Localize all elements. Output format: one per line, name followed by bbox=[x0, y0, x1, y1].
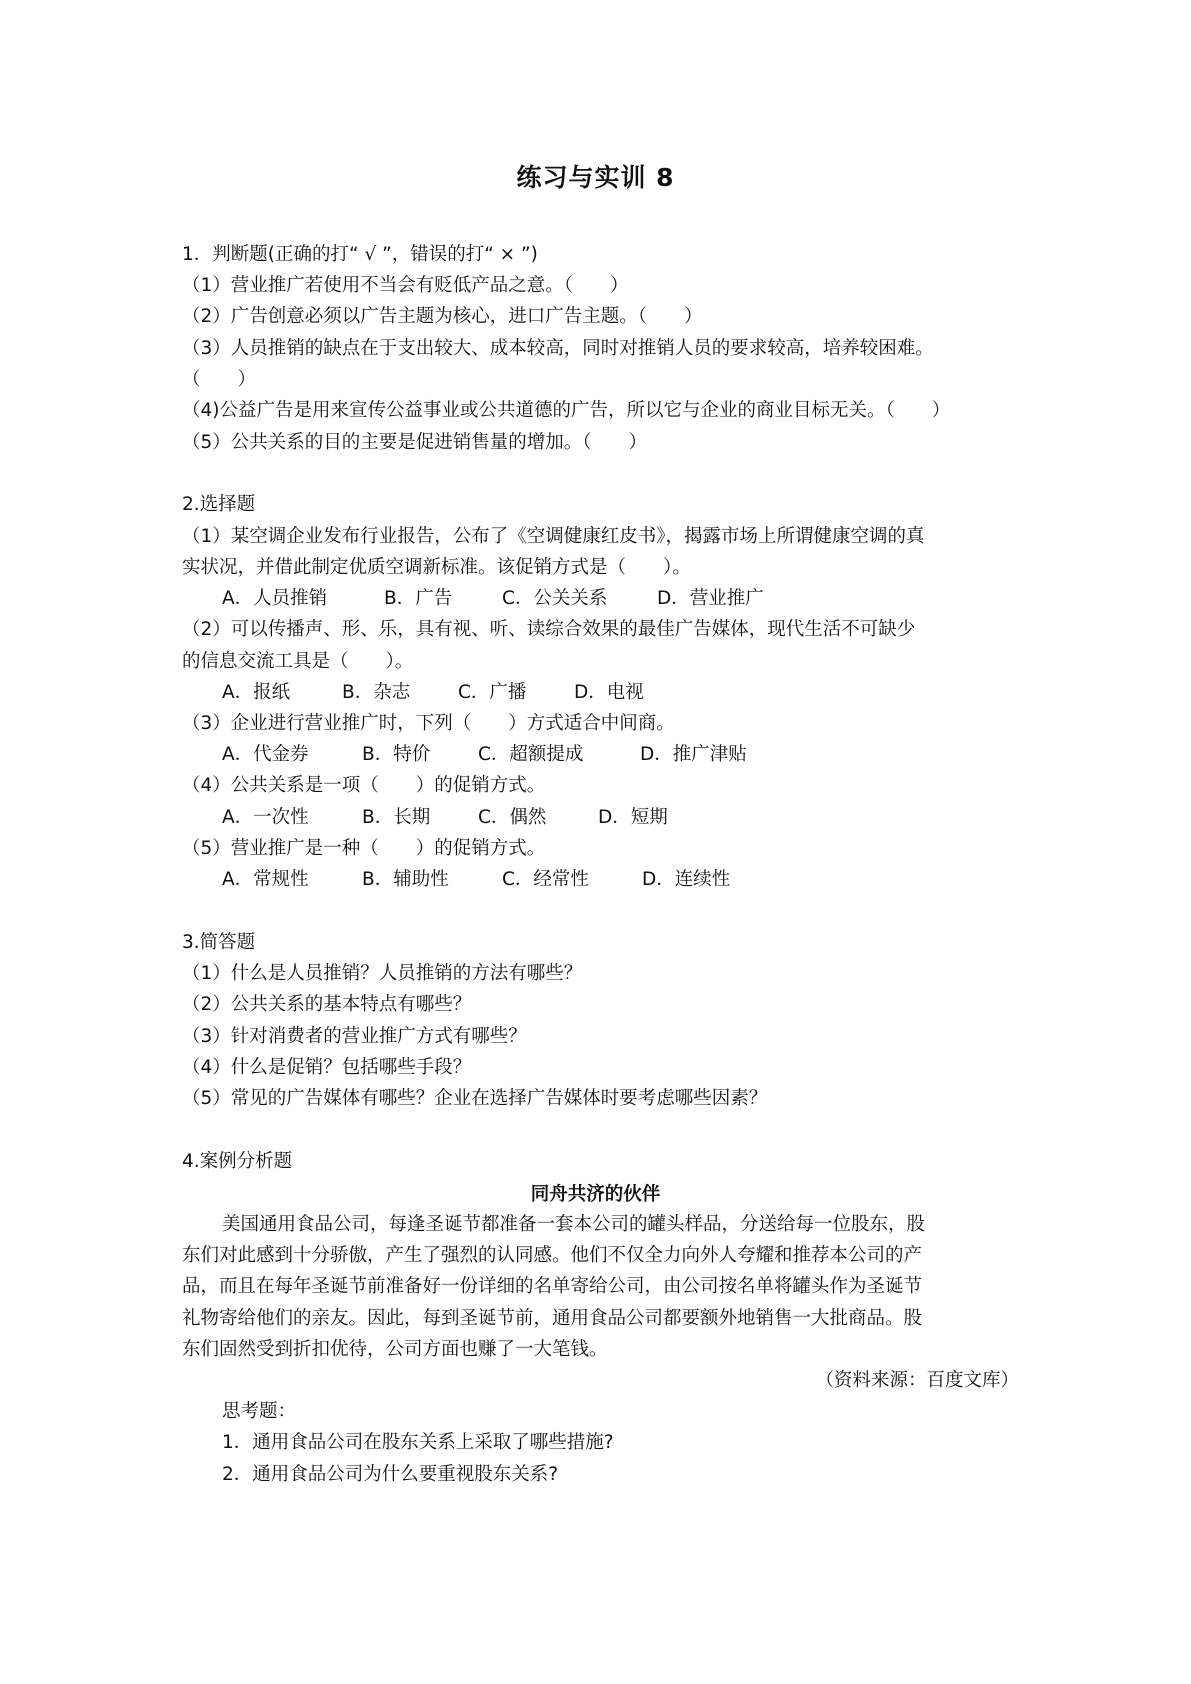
choice-q1-line1: （1）某空调企业发布行业报告，公布了《空调健康红皮书》，揭露市场上所谓健康空调的真 bbox=[182, 526, 925, 547]
short-q1: （1）什么是人员推销？人员推销的方法有哪些？ bbox=[182, 963, 583, 984]
section-2-heading: 2.选择题 bbox=[182, 494, 256, 515]
judge-q2: （2）广告创意必须以广告主题为核心，进口广告主题。（ ） bbox=[182, 306, 703, 327]
choice-q3-option-c: C．超额提成 bbox=[478, 744, 584, 765]
choice-q2-option-a: A．报纸 bbox=[222, 682, 291, 703]
case-title: 同舟共济的伙伴 bbox=[530, 1184, 661, 1205]
choice-q1-option-c: C．公关关系 bbox=[502, 588, 608, 609]
page-title: 练习与实训 8 bbox=[516, 163, 675, 192]
case-source: （资料来源：百度文库） bbox=[815, 1370, 1019, 1391]
choice-q3: （3）企业进行营业推广时，下列（ ）方式适合中间商。 bbox=[182, 713, 675, 734]
choice-q3-option-b: B．特价 bbox=[362, 744, 431, 765]
choice-q2-line2: 的信息交流工具是（ ）。 bbox=[182, 651, 414, 672]
case-paragraph-line4: 礼物寄给他们的亲友。因此，每到圣诞节前，通用食品公司都要额外地销售一大批商品。股 bbox=[182, 1308, 923, 1329]
case-paragraph-line1: 美国通用食品公司，每逢圣诞节都准备一套本公司的罐头样品，分送给每一位股东，股 bbox=[222, 1214, 926, 1235]
judge-q4: （4)公益广告是用来宣传公益事业或公共道德的广告，所以它与企业的商业目标无关。（ ） bbox=[182, 400, 951, 421]
judge-q5: （5）公共关系的目的主要是促进销售量的增加。（ ） bbox=[182, 432, 648, 453]
case-paragraph-line3: 品，而且在每年圣诞节前准备好一份详细的名单寄给公司，由公司按名单将罐头作为圣诞节 bbox=[182, 1276, 923, 1297]
choice-q1-option-d: D．营业推广 bbox=[657, 588, 764, 609]
choice-q4: （4）公共关系是一项（ ）的促销方式。 bbox=[182, 775, 546, 796]
section-4-heading: 4.案例分析题 bbox=[182, 1151, 293, 1172]
choice-q2-option-b: B．杂志 bbox=[342, 682, 411, 703]
think-q2: 2．通用食品公司为什么要重视股东关系? bbox=[222, 1464, 559, 1485]
choice-q5-option-c: C．经常性 bbox=[502, 869, 589, 890]
think-q1: 1．通用食品公司在股东关系上采取了哪些措施? bbox=[222, 1432, 614, 1453]
case-paragraph-line5: 东们固然受到折扣优待，公司方面也赚了一大笔钱。 bbox=[182, 1339, 608, 1360]
choice-q5-option-d: D．连续性 bbox=[642, 869, 731, 890]
case-paragraph-line2: 东们对此感到十分骄傲，产生了强烈的认同感。他们不仅全力向外人夸耀和推荐本公司的产 bbox=[182, 1245, 923, 1266]
section-3-heading: 3.简答题 bbox=[182, 932, 256, 953]
choice-q2-option-c: C．广播 bbox=[458, 682, 527, 703]
short-q5: （5）常见的广告媒体有哪些？企业在选择广告媒体时要考虑哪些因素？ bbox=[182, 1088, 768, 1109]
choice-q1-option-a: A．人员推销 bbox=[222, 588, 328, 609]
section-1-heading: 1．判断题(正确的打“ √ ”，错误的打“ × ”) bbox=[182, 244, 538, 265]
judge-q1: （1）营业推广若使用不当会有贬低产品之意。（ ） bbox=[182, 275, 629, 296]
short-q3: （3）针对消费者的营业推广方式有哪些？ bbox=[182, 1026, 527, 1047]
judge-q3-line2: （ ） bbox=[182, 369, 257, 390]
choice-q5-option-a: A．常规性 bbox=[222, 869, 309, 890]
choice-q5: （5）营业推广是一种（ ）的促销方式。 bbox=[182, 838, 546, 859]
choice-q5-option-b: B．辅助性 bbox=[362, 869, 449, 890]
think-heading: 思考题： bbox=[222, 1401, 297, 1422]
short-q2: （2）公共关系的基本特点有哪些？ bbox=[182, 994, 472, 1015]
choice-q4-option-a: A．一次性 bbox=[222, 807, 309, 828]
choice-q3-option-a: A．代金券 bbox=[222, 744, 309, 765]
choice-q4-option-c: C．偶然 bbox=[478, 807, 547, 828]
choice-q4-option-d: D．短期 bbox=[598, 807, 668, 828]
choice-q3-option-d: D．推广津贴 bbox=[640, 744, 747, 765]
choice-q1-option-b: B．广告 bbox=[384, 588, 453, 609]
choice-q4-option-b: B．长期 bbox=[362, 807, 431, 828]
choice-q1-line2: 实状况，并借此制定优质空调新标准。该促销方式是（ ）。 bbox=[182, 557, 691, 578]
choice-q2-line1: （2）可以传播声、形、乐，具有视、听、读综合效果的最佳广告媒体，现代生活不可缺少 bbox=[182, 619, 916, 640]
judge-q3-line1: （3）人员推销的缺点在于支出较大、成本较高，同时对推销人员的要求较高，培养较困难。 bbox=[182, 338, 934, 359]
short-q4: （4）什么是促销？包括哪些手段？ bbox=[182, 1057, 472, 1078]
choice-q2-option-d: D．电视 bbox=[574, 682, 644, 703]
